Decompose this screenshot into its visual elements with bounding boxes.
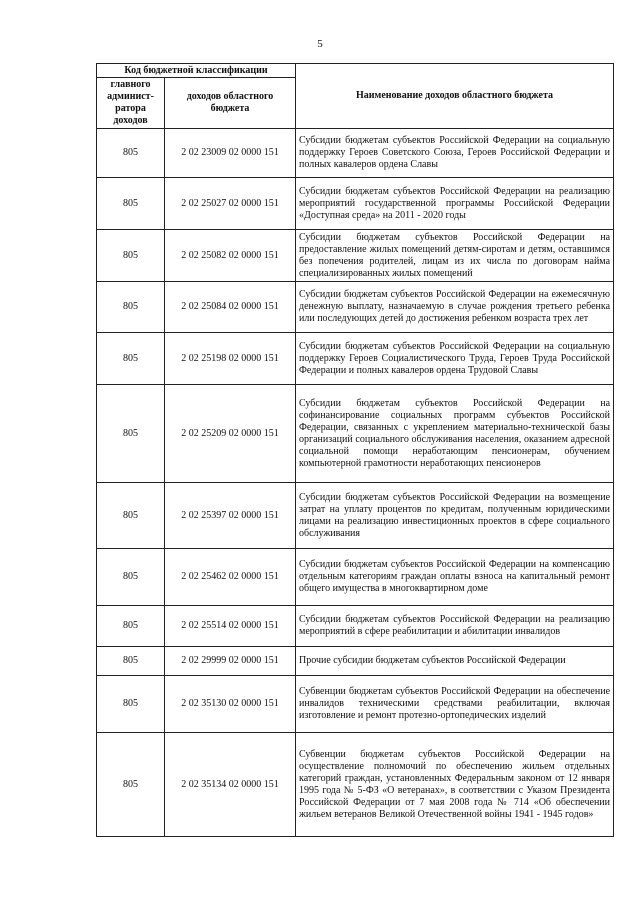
admin-code-cell: 805 xyxy=(97,676,165,733)
header-income-name: Наименование доходов областного бюджета xyxy=(296,64,614,129)
table-row xyxy=(97,385,614,483)
admin-code-cell: 805 xyxy=(97,733,165,837)
income-code-cell: 2 02 25084 02 0000 151 xyxy=(165,282,296,333)
income-code-cell: 2 02 23009 02 0000 151 xyxy=(165,129,296,178)
admin-code-cell: 805 xyxy=(97,178,165,230)
income-name-cell: Субсидии бюджетам субъектов Российской Федерации на реализацию мероприятий в сфере реабилитации и абилитации инвалидов xyxy=(296,606,614,647)
income-code-cell: 2 02 29999 02 0000 151 xyxy=(165,647,296,676)
income-code-cell: 2 02 25198 02 0000 151 xyxy=(165,333,296,385)
income-name-cell: Субвенции бюджетам субъектов Российской Федерации на обеспечение инвалидов техническими средствами реабилитации, включая изготовление и ремонт протезно-ортопедических изделий xyxy=(296,676,614,733)
header-admin-code: главного админист-ратора доходов xyxy=(97,78,165,129)
table-row xyxy=(97,647,614,676)
income-name-cell: Субсидии бюджетам субъектов Российской Федерации на ежемесячную денежную выплату, назначаемую в случае рождения третьего ребенка или последующих детей до достижения ребенком возраста трех лет xyxy=(296,282,614,333)
income-code-cell: 2 02 25209 02 0000 151 xyxy=(165,385,296,483)
table-row xyxy=(97,178,614,230)
income-name-cell: Субсидии бюджетам субъектов Российской Федерации на софинансирование социальных программ субъектов Российской Федерации, связанных с укреплением материально-технической базы организаций социального обслуживания населения, оказанием адресной социальной помощи неработающим пенсионерам, обучением компьютерной грамотности неработающих пенсионеров xyxy=(296,385,614,483)
header-row-group xyxy=(97,64,614,78)
admin-code-cell: 805 xyxy=(97,385,165,483)
table-row xyxy=(97,230,614,282)
income-code-cell: 2 02 25462 02 0000 151 xyxy=(165,549,296,606)
admin-code-cell: 805 xyxy=(97,549,165,606)
table-row xyxy=(97,129,614,178)
income-name-cell: Субсидии бюджетам субъектов Российской Федерации на социальную поддержку Героев Социалистического Труда, Героев Труда Российской Федерации и полных кавалеров ордена Трудовой Славы xyxy=(296,333,614,385)
income-name-cell: Субсидии бюджетам субъектов Российской Федерации на возмещение затрат на уплату процентов по кредитам, полученным юридическими лицами на реализацию инвестиционных проектов в сфере социального обслуживания xyxy=(296,483,614,549)
admin-code-cell: 805 xyxy=(97,282,165,333)
admin-code-cell: 805 xyxy=(97,333,165,385)
page-number: 5 xyxy=(317,38,323,50)
income-code-cell: 2 02 35134 02 0000 151 xyxy=(165,733,296,837)
header-budget-code: Код бюджетной классификации xyxy=(97,64,296,78)
header-income-code: доходов областного бюджета xyxy=(165,78,296,129)
table-row xyxy=(97,483,614,549)
income-code-cell: 2 02 25397 02 0000 151 xyxy=(165,483,296,549)
income-name-cell: Прочие субсидии бюджетам субъектов Российской Федерации xyxy=(296,647,614,676)
income-name-cell: Субсидии бюджетам субъектов Российской Федерации на предоставление жилых помещений детям-сиротам и детям, оставшимся без попечения родителей, лицам из их числа по договорам найма специализированных жилых помещений xyxy=(296,230,614,282)
income-name-cell: Субсидии бюджетам субъектов Российской Федерации на компенсацию отдельным категориям граждан оплаты взноса на капитальный ремонт общего имущества в многоквартирном доме xyxy=(296,549,614,606)
admin-code-cell: 805 xyxy=(97,483,165,549)
table-row xyxy=(97,333,614,385)
income-name-cell: Субсидии бюджетам субъектов Российской Федерации на социальную поддержку Героев Советского Союза, Героев Российской Федерации и полных кавалеров ордена Славы xyxy=(296,129,614,178)
income-name-cell: Субвенции бюджетам субъектов Российской Федерации на осуществление полномочий по обеспечению жильем отдельных категорий граждан, установленных Федеральным законом от 12 января 1995 года № 5-ФЗ «О ветеранах», в соответствии с Указом Президента Российской Федерации от 7 мая 2008 года № 714 «Об обеспечении жильем ветеранов Великой Отечественной войны 1941 - 1945 годов» xyxy=(296,733,614,837)
admin-code-cell: 805 xyxy=(97,647,165,676)
admin-code-cell: 805 xyxy=(97,129,165,178)
admin-code-cell: 805 xyxy=(97,606,165,647)
table-row xyxy=(97,676,614,733)
income-code-cell: 2 02 25027 02 0000 151 xyxy=(165,178,296,230)
admin-code-cell: 805 xyxy=(97,230,165,282)
table-row xyxy=(97,733,614,837)
income-code-cell: 2 02 35130 02 0000 151 xyxy=(165,676,296,733)
table-row xyxy=(97,549,614,606)
table-row xyxy=(97,606,614,647)
budget-classification-table xyxy=(96,63,614,837)
income-name-cell: Субсидии бюджетам субъектов Российской Федерации на реализацию мероприятий государственной программы Российской Федерации «Доступная среда» на 2011 - 2020 годы xyxy=(296,178,614,230)
table-row xyxy=(97,282,614,333)
income-code-cell: 2 02 25082 02 0000 151 xyxy=(165,230,296,282)
income-code-cell: 2 02 25514 02 0000 151 xyxy=(165,606,296,647)
